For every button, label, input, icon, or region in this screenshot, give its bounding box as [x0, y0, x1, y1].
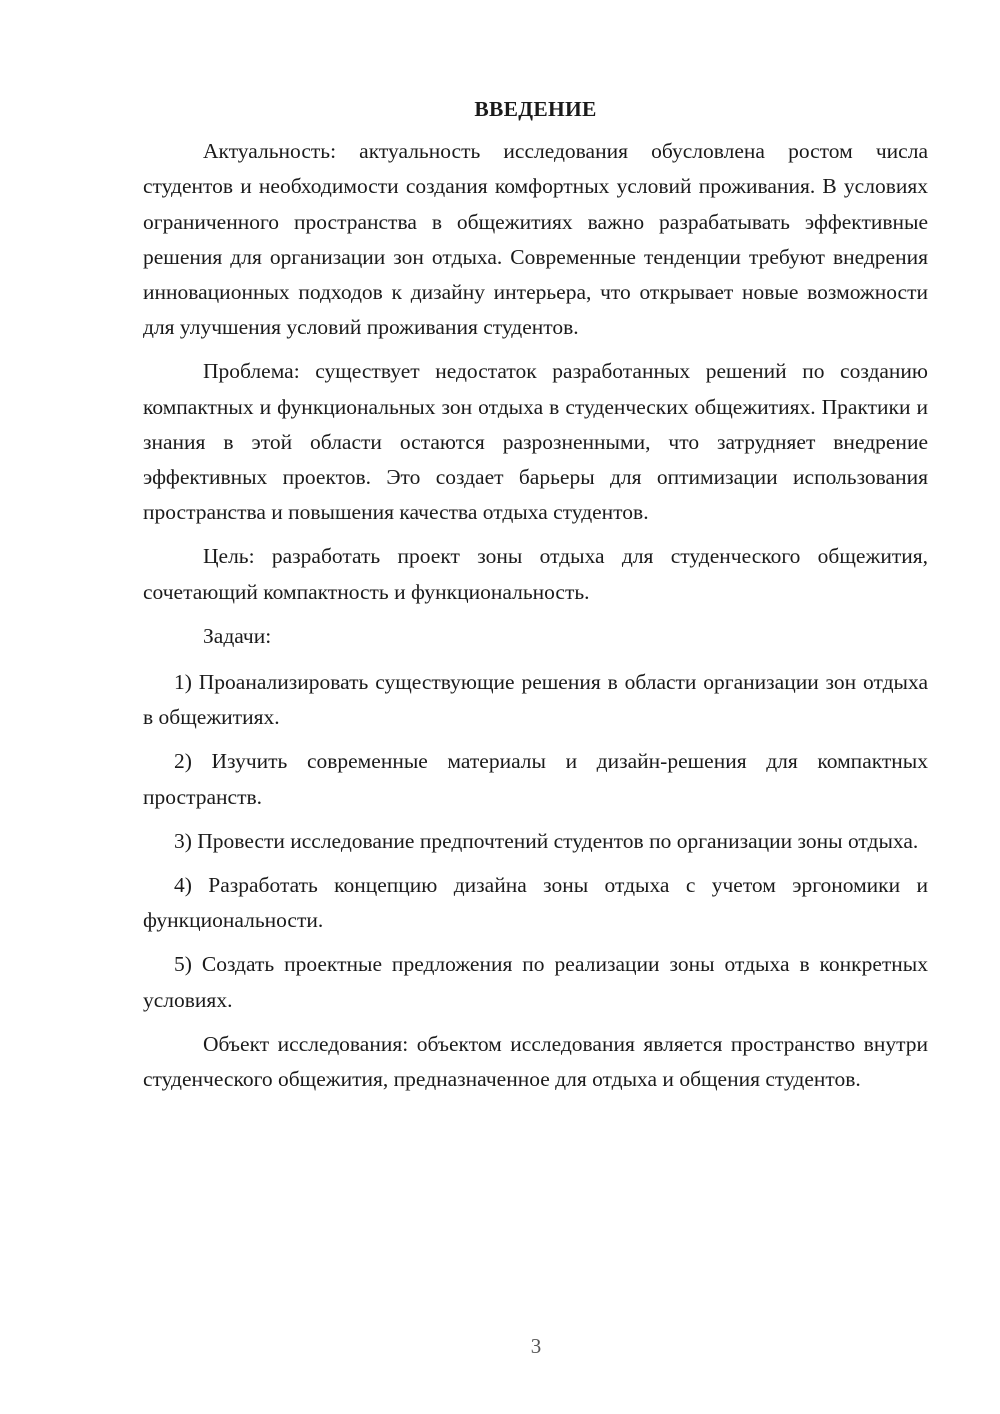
- page-title: ВВЕДЕНИЕ: [474, 97, 597, 121]
- task-item-5: 5) Создать проектные предложения по реализации зоны отдыха в конкретных условиях.: [143, 952, 928, 1012]
- task-item-1: 1) Проанализировать существующие решения в области организации зон отдыха в общежитиях.: [143, 670, 928, 730]
- document-page: [143, 92, 928, 1106]
- paragraph-problem: Проблема: существует недостаток разработанных решений по созданию компактных и функциональных зон отдыха в студенческих общежитиях. Практики и знания в этой области остаются разрозненными, что затрудняет внедрение эффективных проектов. Это создает барьеры для оптимизации использования пространства и повышения качества отдыха студентов.: [143, 359, 928, 525]
- page-number: 3: [530, 1334, 542, 1358]
- paragraph-relevance: Актуальность: актуальность исследования обусловлена ростом числа студентов и необходимости создания комфортных условий проживания. В условиях ограниченного пространства в общежитиях важно разрабатывать эффективные решения для организации зон отдыха. Современные тенденции требуют внедрения инновационных подходов к дизайну интерьера, что открывает новые возможности для улучшения условий проживания студентов.: [143, 139, 928, 340]
- task-item-3: 3) Провести исследование предпочтений студентов по организации зоны отдыха.: [174, 828, 919, 853]
- paragraph-object: Объект исследования: объектом исследования является пространство внутри студенческого общежития, предназначенное для отдыха и общения студентов.: [143, 1031, 928, 1092]
- paragraph-tasks-label: Задачи:: [203, 623, 272, 648]
- paragraph-goal: Цель: разработать проект зоны отдыха для студенческого общежития, сочетающий компактность и функциональность.: [143, 544, 928, 604]
- task-item-4: 4) Разработать концепцию дизайна зоны отдыха с учетом эргономики и функциональности.: [143, 873, 928, 933]
- task-item-2: 2) Изучить современные материалы и дизайн-решения для компактных пространств.: [143, 749, 928, 809]
